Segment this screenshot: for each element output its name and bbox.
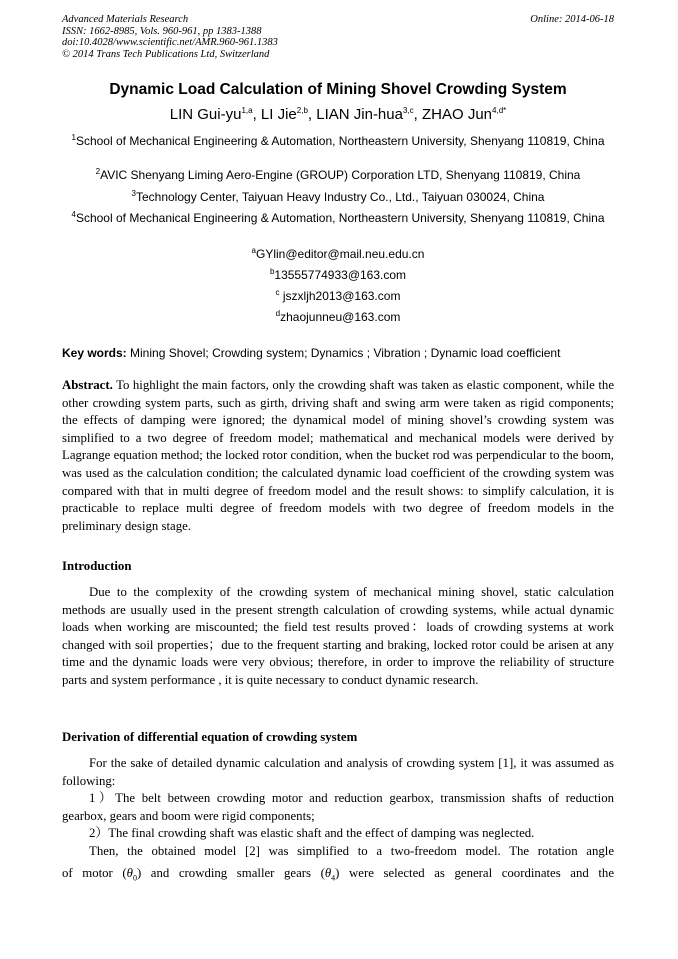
affiliation: $^4$School of Mechanical Engineering & Automation, Northeastern University, Shenyang 110819, China [71, 210, 605, 225]
author-sup: 4,d* [492, 106, 507, 115]
section-heading: Introduction [62, 559, 132, 573]
theta-four-symbol: θ [324, 865, 332, 880]
paragraph: For the sake of detailed dynamic calculation and analysis of crowding system [1], it was assumed as following: [62, 756, 614, 788]
email-line: $^d$zhaojunneu@163.com [275, 309, 401, 324]
author-sup: 2,b [296, 106, 308, 115]
paper-title: Dynamic Load Calculation of Mining Shovel Crowding System [109, 81, 567, 98]
journal-header [62, 14, 278, 60]
journal-name: Advanced Materials Research [62, 14, 189, 25]
affiliation: $^1$School of Mechanical Engineering & Automation, Northeastern University, Shenyang 110819, China [71, 133, 605, 148]
paragraph: 1）The belt between crowding motor and reduction gearbox, transmission shafts of reduction gearbox, gears and boom were rigid components; [62, 791, 614, 823]
author-name: LIN Gui-yu [169, 106, 242, 123]
email-line: $^b$13555774933@163.com [269, 267, 407, 282]
paragraph: Then, the obtained model [2] was simplified to a two-freedom model. The rotation angle [89, 843, 614, 858]
derivation-body [62, 755, 614, 882]
doi-line[interactable]: doi:10.4028/www.scientific.net/AMR.960-961.1383 [62, 37, 278, 48]
theta-zero-symbol: θ [126, 865, 133, 880]
section-heading: Derivation of differential equation of crowding system [62, 730, 358, 744]
abstract [62, 377, 614, 535]
affiliation: $^2$AVIC Shenyang Liming Aero-Engine (GROUP) Corporation LTD, Shenyang 110819, China [95, 167, 581, 182]
paragraph: of motor $(\theta_0)$ and crowding smaller gears $(\theta_4)$ were selected as general coordinates and the [62, 865, 614, 883]
keywords [62, 346, 614, 360]
email-link[interactable]: jszxljh2013@163.com [279, 289, 401, 303]
author-name: LI Jie [260, 106, 297, 123]
author-name: LIAN Jin-hua [316, 106, 403, 123]
email-link[interactable]: GYlin@editor@mail.neu.edu.cn [256, 247, 425, 261]
paragraph: Due to the complexity of the crowding system of mechanical mining shovel, static calculation methods are usually used in the present strength calculation of crowding systems, while actual dynamic loads when working are miscounted; the field test results proved：loads of crowding systems at work changed with soil properties；due to the frequent starting and braking, locked rotor could be arisen at any time and the dynamic loads were very obvious; therefore, in order to improve the reliability of structure parts and system performance , it is quite necessary to conduct dynamic research. [62, 585, 614, 687]
issn-line: ISSN: 1662-8985, Vols. 960-961, pp 1383-1388 [62, 25, 262, 37]
author-sup: 3,c [402, 106, 414, 115]
abstract-text: To highlight the main factors, only the crowding shaft was taken as elastic component, while the other crowding system parts, such as girth, driving shaft and swing arm were taken as rigid components; the effects of damping were ignored; the dynamical model of mining shovel’s crowding system was simplified to a two degree of freedom model; mathematical and mechanical models were derived by Lagrange equation method; the locked rotor condition, when the bucket rod was perpendicular to the boom, was used as the calculation condition; the calculated dynamic load coefficient of the crowding system was compared with that in multi degree of freedom model and the result shows: to simplify calculation, it is practicable to replace multi degree of freedom models with two degree of freedom models in the preliminary design stage. [62, 378, 614, 533]
email-line: $^c$ jszxljh2013@163.com [275, 288, 401, 303]
author-list: LIN Gui-yu$^{1,a}$, LI Jie$^{2,b}$, LIAN Jin-hua$^{3,c}$, ZHAO Jun$^{4,d*}$ [169, 106, 507, 123]
abstract-label: Abstract. [62, 378, 113, 392]
introduction-body [62, 584, 614, 690]
author-name: ZHAO Jun [421, 106, 493, 123]
email-line: $^a$GYlin@editor@mail.neu.edu.cn [251, 246, 425, 261]
author-sup: 1,a [241, 106, 253, 115]
keywords-text: Mining Shovel; Crowding system; Dynamics ; Vibration ; Dynamic load coefficient [126, 346, 561, 360]
online-date: Online: 2014-06-18 [530, 14, 614, 25]
affiliation: $^3$Technology Center, Taiyuan Heavy Industry Co., Ltd., Taiyuan 030024, China [131, 189, 545, 204]
email-link[interactable]: 13555774933@163.com [274, 268, 407, 282]
paragraph: 2）The final crowding shaft was elastic shaft and the effect of damping was neglected. [89, 826, 535, 841]
email-link[interactable]: zhaojunneu@163.com [280, 310, 401, 324]
keywords-label: Key words: [62, 346, 127, 360]
copyright-line: © 2014 Trans Tech Publications Ltd, Switzerland [62, 48, 270, 60]
